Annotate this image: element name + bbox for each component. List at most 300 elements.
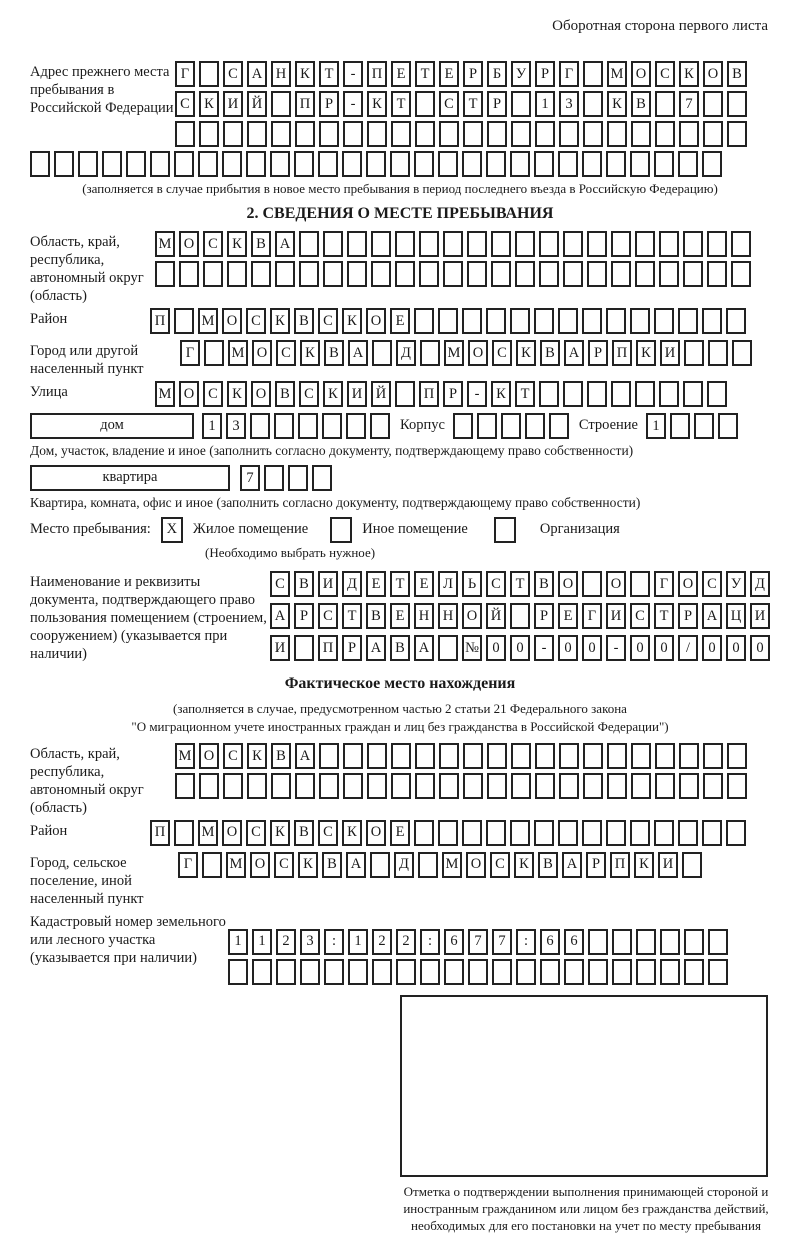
char-cell: 1 — [228, 929, 248, 955]
char-cell — [486, 151, 506, 177]
char-cell: К — [227, 231, 247, 257]
char-cell: О — [179, 381, 199, 407]
actual-region-row-1 — [175, 743, 751, 769]
char-cell — [415, 91, 435, 117]
char-cell — [274, 413, 294, 439]
char-cell: В — [631, 91, 651, 117]
stay-type-option-residential: Жилое помещение — [192, 521, 309, 538]
char-cell — [707, 381, 727, 407]
char-cell: М — [155, 231, 175, 257]
char-cell — [295, 773, 315, 799]
char-cell — [535, 773, 555, 799]
char-cell: В — [534, 571, 554, 597]
char-cell: Г — [559, 61, 579, 87]
char-cell — [587, 381, 607, 407]
char-cell — [654, 151, 674, 177]
char-cell: С — [203, 381, 223, 407]
char-cell: К — [636, 340, 656, 366]
char-cell: Н — [414, 603, 434, 629]
char-cell: С — [492, 340, 512, 366]
char-cell — [678, 151, 698, 177]
char-cell — [583, 743, 603, 769]
char-cell — [534, 820, 554, 846]
char-cell — [727, 91, 747, 117]
char-cell — [611, 231, 631, 257]
char-cell — [391, 773, 411, 799]
char-cell: К — [298, 852, 318, 878]
char-cell — [477, 413, 497, 439]
char-cell — [559, 121, 579, 147]
char-cell: Т — [510, 571, 530, 597]
stroenie-cells — [646, 413, 742, 439]
char-cell: 0 — [486, 635, 506, 661]
cadastral-row-1 — [228, 929, 732, 955]
char-cell: 1 — [646, 413, 666, 439]
char-cell — [439, 121, 459, 147]
char-cell — [583, 121, 603, 147]
char-cell — [588, 929, 608, 955]
char-cell — [703, 91, 723, 117]
char-cell: Е — [414, 571, 434, 597]
char-cell: С — [246, 820, 266, 846]
char-cell: Д — [750, 571, 770, 597]
section2-title: 2. СВЕДЕНИЯ О МЕСТЕ ПРЕБЫВАНИЯ — [246, 205, 554, 222]
char-cell — [300, 959, 320, 985]
char-cell — [367, 121, 387, 147]
char-cell — [707, 261, 727, 287]
actual-region-grid — [175, 743, 751, 803]
cadastral-row-2 — [228, 959, 732, 985]
char-cell — [606, 151, 626, 177]
char-cell — [223, 773, 243, 799]
char-cell — [295, 121, 315, 147]
char-cell: В — [251, 231, 271, 257]
char-cell — [299, 261, 319, 287]
street-row — [155, 381, 731, 407]
char-cell — [175, 773, 195, 799]
char-cell — [126, 151, 146, 177]
char-cell: № — [462, 635, 482, 661]
char-cell: О — [222, 308, 242, 334]
char-cell — [174, 151, 194, 177]
actual-region-field — [30, 743, 770, 818]
char-cell — [606, 308, 626, 334]
char-cell — [199, 121, 219, 147]
char-cell — [462, 151, 482, 177]
prev-address-row-3 — [175, 121, 751, 147]
char-cell — [486, 308, 506, 334]
char-cell — [703, 743, 723, 769]
char-cell: К — [270, 308, 290, 334]
char-cell — [540, 959, 560, 985]
district-field — [30, 308, 770, 338]
char-cell: 0 — [726, 635, 746, 661]
char-cell: К — [679, 61, 699, 87]
char-cell — [583, 773, 603, 799]
char-cell — [246, 151, 266, 177]
char-cell — [491, 261, 511, 287]
char-cell — [343, 773, 363, 799]
cadastral-grid — [228, 929, 732, 989]
char-cell — [678, 820, 698, 846]
char-cell — [323, 231, 343, 257]
char-cell — [630, 820, 650, 846]
korpus-label: Корпус — [400, 417, 445, 434]
char-cell — [312, 465, 332, 491]
char-cell — [174, 308, 194, 334]
char-cell: Е — [558, 603, 578, 629]
char-cell: О — [606, 571, 626, 597]
char-cell — [371, 261, 391, 287]
char-cell — [247, 121, 267, 147]
char-cell — [463, 121, 483, 147]
char-cell — [582, 151, 602, 177]
char-cell — [492, 959, 512, 985]
char-cell — [271, 121, 291, 147]
district-label: Район — [30, 310, 68, 327]
char-cell — [549, 413, 569, 439]
char-cell: П — [367, 61, 387, 87]
prev-address-row-2 — [175, 91, 751, 117]
char-cell — [702, 308, 722, 334]
char-cell: С — [630, 603, 650, 629]
char-cell — [727, 121, 747, 147]
prev-address-row-4 — [30, 151, 770, 177]
char-cell — [199, 61, 219, 87]
actual-city-row — [178, 852, 706, 878]
char-cell — [223, 121, 243, 147]
char-cell — [727, 773, 747, 799]
stay-type-row — [30, 517, 770, 543]
char-cell — [222, 151, 242, 177]
char-cell — [487, 743, 507, 769]
document-grid — [270, 571, 774, 665]
char-cell — [54, 151, 74, 177]
char-cell — [525, 413, 545, 439]
char-cell: : — [420, 929, 440, 955]
char-cell — [372, 340, 392, 366]
stay-type-note: (Необходимо выбрать нужное) — [205, 544, 376, 560]
char-cell — [708, 340, 728, 366]
char-cell — [726, 308, 746, 334]
char-cell — [659, 261, 679, 287]
stamp-box — [400, 995, 768, 1177]
char-cell — [390, 151, 410, 177]
char-cell — [535, 121, 555, 147]
char-cell — [462, 820, 482, 846]
char-cell — [515, 231, 535, 257]
char-cell — [660, 929, 680, 955]
char-cell: С — [702, 571, 722, 597]
char-cell: - — [534, 635, 554, 661]
char-cell: Р — [678, 603, 698, 629]
char-cell — [611, 261, 631, 287]
char-cell: 0 — [582, 635, 602, 661]
char-cell: С — [270, 571, 290, 597]
char-cell: М — [198, 820, 218, 846]
char-cell: А — [702, 603, 722, 629]
document-row-3 — [270, 635, 774, 661]
char-cell: О — [462, 603, 482, 629]
char-cell — [324, 959, 344, 985]
char-cell: 2 — [372, 929, 392, 955]
char-cell: П — [318, 635, 338, 661]
char-cell: М — [155, 381, 175, 407]
region-row-1 — [155, 231, 755, 257]
char-cell — [679, 773, 699, 799]
char-cell — [102, 151, 122, 177]
char-cell — [270, 151, 290, 177]
char-cell — [415, 773, 435, 799]
char-cell: И — [658, 852, 678, 878]
char-cell — [660, 959, 680, 985]
char-cell — [343, 743, 363, 769]
char-cell: С — [318, 603, 338, 629]
stay-type-checkbox-other — [330, 517, 352, 543]
char-cell — [635, 381, 655, 407]
char-cell — [678, 308, 698, 334]
char-cell — [731, 231, 751, 257]
char-cell — [155, 261, 175, 287]
char-cell: 7 — [468, 929, 488, 955]
char-cell: 7 — [679, 91, 699, 117]
char-cell — [510, 151, 530, 177]
char-cell — [679, 121, 699, 147]
char-cell: Т — [463, 91, 483, 117]
char-cell — [718, 413, 738, 439]
char-cell — [78, 151, 98, 177]
char-cell — [655, 773, 675, 799]
char-cell: С — [318, 308, 338, 334]
char-cell — [372, 959, 392, 985]
document-field — [30, 571, 770, 665]
char-cell: С — [203, 231, 223, 257]
char-cell: А — [414, 635, 434, 661]
char-cell: В — [324, 340, 344, 366]
char-cell: С — [223, 743, 243, 769]
char-cell: И — [750, 603, 770, 629]
char-cell: 0 — [750, 635, 770, 661]
page-corner-note: Оборотная сторона первого листа — [552, 18, 768, 34]
char-cell — [30, 151, 50, 177]
char-cell — [420, 959, 440, 985]
prev-address-field — [30, 61, 770, 151]
char-cell: Е — [390, 308, 410, 334]
char-cell: : — [516, 929, 536, 955]
char-cell: С — [223, 61, 243, 87]
char-cell — [439, 743, 459, 769]
char-cell: С — [439, 91, 459, 117]
char-cell: Е — [390, 603, 410, 629]
char-cell — [558, 151, 578, 177]
house-field — [30, 413, 770, 439]
char-cell — [467, 231, 487, 257]
char-cell: К — [367, 91, 387, 117]
actual-location-title: Фактическое место нахождения — [284, 674, 516, 692]
char-cell: 1 — [535, 91, 555, 117]
char-cell: Р — [319, 91, 339, 117]
char-cell — [511, 743, 531, 769]
char-cell — [694, 413, 714, 439]
actual-district-field — [30, 820, 770, 850]
char-cell: М — [175, 743, 195, 769]
char-cell: 3 — [300, 929, 320, 955]
char-cell: О — [631, 61, 651, 87]
char-cell — [535, 743, 555, 769]
char-cell — [654, 308, 674, 334]
char-cell: О — [366, 820, 386, 846]
char-cell — [228, 959, 248, 985]
actual-location-note-2: "О миграционном учете иностранных граждан и лиц без гражданства в Российской Федерации") — [131, 718, 669, 734]
char-cell — [371, 231, 391, 257]
char-cell — [636, 929, 656, 955]
char-cell: М — [607, 61, 627, 87]
street-label: Улица — [30, 383, 68, 400]
char-cell: - — [467, 381, 487, 407]
char-cell: Ц — [726, 603, 746, 629]
char-cell: Т — [515, 381, 535, 407]
char-cell — [588, 959, 608, 985]
char-cell: С — [175, 91, 195, 117]
char-cell: Е — [390, 820, 410, 846]
char-cell — [702, 820, 722, 846]
char-cell — [391, 743, 411, 769]
korpus-cells — [453, 413, 573, 439]
prev-address-row-1 — [175, 61, 751, 87]
char-cell: И — [318, 571, 338, 597]
char-cell — [487, 121, 507, 147]
char-cell: М — [442, 852, 462, 878]
char-cell — [367, 773, 387, 799]
char-cell: У — [726, 571, 746, 597]
char-cell: В — [538, 852, 558, 878]
prev-address-note: (заполняется в случае прибытия в новое место пребывания в период последнего въезда в Российскую Федерацию) — [82, 181, 718, 196]
cadastral-field — [30, 911, 770, 989]
char-cell: Б — [487, 61, 507, 87]
char-cell — [510, 820, 530, 846]
stay-type-option-other: Иное помещение — [362, 521, 468, 538]
prev-address-grid — [175, 61, 751, 151]
char-cell — [702, 151, 722, 177]
char-cell: В — [294, 308, 314, 334]
char-cell — [299, 231, 319, 257]
char-cell: В — [727, 61, 747, 87]
char-cell: Г — [180, 340, 200, 366]
char-cell — [539, 381, 559, 407]
char-cell: С — [655, 61, 675, 87]
actual-location-note-1: (заполняется в случае, предусмотренном частью 2 статьи 21 Федерального закона — [173, 700, 627, 716]
stroenie-label: Строение — [578, 417, 638, 434]
char-cell — [683, 231, 703, 257]
char-cell: С — [246, 308, 266, 334]
char-cell — [659, 381, 679, 407]
city-row — [180, 340, 756, 366]
char-cell — [635, 261, 655, 287]
stay-type-checkbox-organization — [494, 517, 516, 543]
char-cell: Д — [394, 852, 414, 878]
stamp-caption: Отметка о подтверждении выполнения принимающей стороной и иностранным гражданином или лицом без гражданства действий, необходимых для его постановки на учет по месту пребывания — [403, 1183, 769, 1234]
char-cell — [534, 308, 554, 334]
char-cell: Р — [342, 635, 362, 661]
char-cell: О — [366, 308, 386, 334]
char-cell: Р — [463, 61, 483, 87]
char-cell — [198, 151, 218, 177]
char-cell: К — [634, 852, 654, 878]
char-cell: О — [703, 61, 723, 87]
char-cell: Ь — [462, 571, 482, 597]
char-cell — [419, 261, 439, 287]
char-cell — [659, 231, 679, 257]
char-cell — [727, 743, 747, 769]
char-cell — [654, 820, 674, 846]
char-cell — [443, 231, 463, 257]
stay-type-label: Место пребывания: — [30, 521, 151, 538]
char-cell: Р — [443, 381, 463, 407]
char-cell — [511, 773, 531, 799]
char-cell — [607, 743, 627, 769]
char-cell: О — [199, 743, 219, 769]
char-cell: 2 — [396, 929, 416, 955]
char-cell — [539, 231, 559, 257]
char-cell: О — [222, 820, 242, 846]
char-cell: В — [366, 603, 386, 629]
char-cell — [683, 261, 703, 287]
char-cell — [510, 308, 530, 334]
char-cell: - — [343, 91, 363, 117]
char-cell: О — [179, 231, 199, 257]
char-cell: К — [514, 852, 534, 878]
char-cell — [203, 261, 223, 287]
char-cell — [559, 773, 579, 799]
char-cell — [582, 571, 602, 597]
region-field — [30, 231, 770, 306]
region-row-2 — [155, 261, 755, 287]
document-label: Наименование и реквизиты документа, подтверждающего право пользования помещением (строением, сооружением) (указывается при наличии) — [30, 573, 267, 662]
char-cell — [587, 231, 607, 257]
char-cell: К — [607, 91, 627, 117]
char-cell — [414, 820, 434, 846]
char-cell — [438, 151, 458, 177]
house-number-cells — [202, 413, 394, 439]
char-cell: В — [390, 635, 410, 661]
char-cell — [275, 261, 295, 287]
char-cell — [516, 959, 536, 985]
char-cell — [175, 121, 195, 147]
char-cell — [583, 91, 603, 117]
char-cell: К — [491, 381, 511, 407]
char-cell: 1 — [348, 929, 368, 955]
char-cell: 6 — [540, 929, 560, 955]
char-cell — [563, 261, 583, 287]
char-cell: Е — [366, 571, 386, 597]
char-cell — [298, 413, 318, 439]
char-cell — [414, 151, 434, 177]
char-cell — [515, 261, 535, 287]
char-cell — [707, 231, 727, 257]
char-cell — [346, 413, 366, 439]
char-cell — [342, 151, 362, 177]
char-cell: Е — [391, 61, 411, 87]
char-cell: В — [322, 852, 342, 878]
char-cell — [607, 121, 627, 147]
char-cell — [511, 91, 531, 117]
char-cell — [731, 261, 751, 287]
char-cell — [501, 413, 521, 439]
char-cell — [439, 773, 459, 799]
apartment-label-box: квартира — [30, 465, 230, 491]
char-cell — [438, 308, 458, 334]
actual-city-label: Город, сельское поселение, иной населенный пункт — [30, 854, 144, 907]
